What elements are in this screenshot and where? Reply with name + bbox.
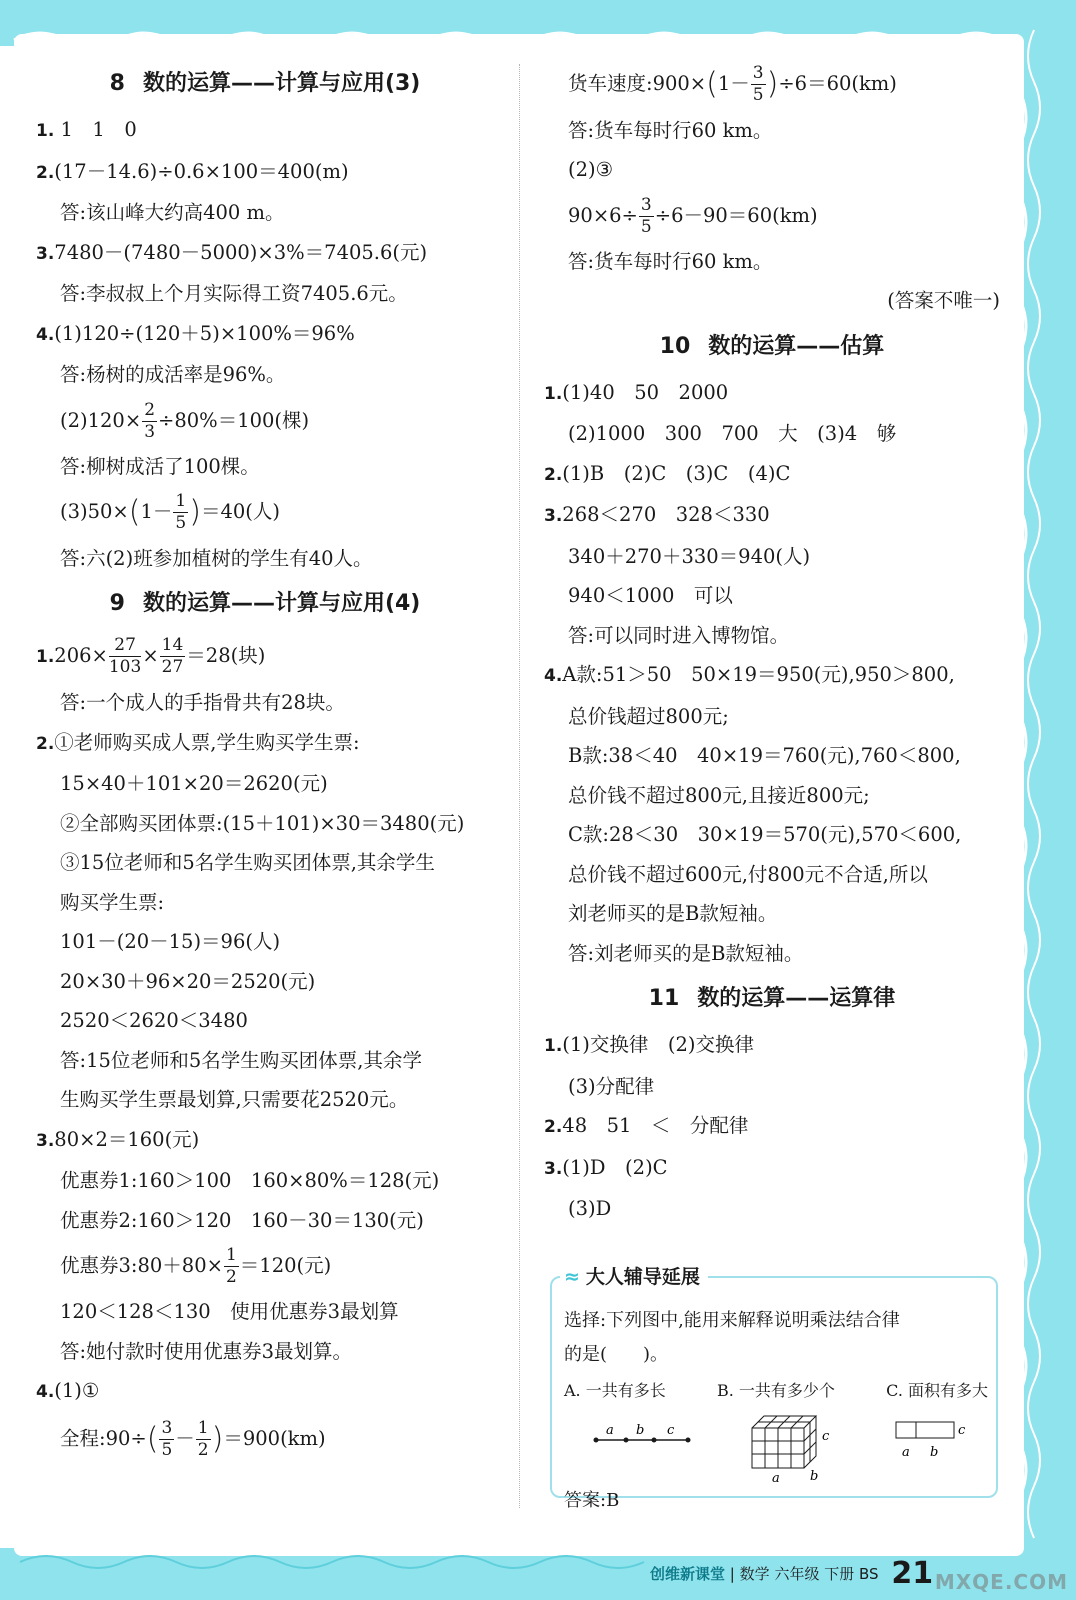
expr-part: － (175, 1426, 195, 1450)
expr-part: × (142, 644, 159, 667)
right-column (544, 58, 1000, 1229)
option-a: A. 一共有多长 (564, 1381, 666, 1400)
answer-line: 答:15位老师和5名学生购买团体票,其余学 (60, 1048, 422, 1072)
expr-part: ÷80%＝100(棵) (158, 408, 310, 432)
answer-line: 答:刘老师买的是B款短袖。 (568, 941, 804, 965)
answer-line (36, 314, 494, 356)
answer-line: 答:可以同时进入博物馆。 (568, 623, 790, 647)
label-a: a (772, 1471, 780, 1484)
answer-text: (1)120÷(120＋5)×100%＝96% (54, 321, 355, 345)
question-line: 的是( )。 (564, 1344, 669, 1365)
expr-part: ＝900(km) (223, 1426, 326, 1450)
question-number: 3. (544, 1158, 563, 1179)
answer-line: 340＋270＋330＝940(人) (568, 544, 811, 568)
fraction (639, 194, 654, 237)
answer-line: 答:柳树成活了100棵。 (60, 454, 260, 478)
expr-part: ＝28(块) (186, 644, 266, 667)
question-number: 1. (36, 647, 55, 667)
answer-line: 20×30＋96×20＝2520(元) (60, 969, 316, 993)
answer-line (544, 655, 1000, 697)
footer-separator: | (729, 1565, 735, 1583)
question-number: 4. (544, 666, 563, 686)
answer-line: 优惠券1:160＞100 160×80%＝128(元) (60, 1169, 440, 1192)
expr-part: 1－ (717, 72, 750, 95)
question-number: 4. (36, 324, 55, 345)
answer-line: (2)③ (568, 158, 614, 181)
question-line: 选择:下列图中,能用来解释说明乘法结合律 (564, 1310, 900, 1331)
answer-text: 48 51 ＜ 分配律 (562, 1114, 749, 1137)
numerator: 3 (161, 1417, 173, 1438)
label-a: a (606, 1423, 614, 1438)
paren-open: ( (706, 66, 718, 102)
answer-line: 答:她付款时使用优惠券3最划算。 (60, 1339, 352, 1363)
label-b: b (636, 1423, 645, 1438)
expr-part: ÷6＝60(km) (778, 72, 897, 95)
answer-line (544, 1025, 1000, 1067)
extension-title-text: 大人辅导延展 (585, 1266, 700, 1288)
numerator: 1 (225, 1245, 237, 1265)
numerator: 1 (175, 491, 187, 511)
question-number: 3. (36, 243, 55, 264)
footer-volume: 下册 (824, 1565, 855, 1583)
answer-line: 2520＜2620＜3480 (60, 1009, 248, 1032)
expr-part: 优惠券3:80＋80× (60, 1254, 223, 1277)
answer-text: 1 1 0 (60, 118, 137, 141)
label-b: b (930, 1445, 939, 1460)
fraction (109, 637, 141, 676)
denominator: 3 (144, 421, 156, 442)
label-b: b (810, 1469, 819, 1484)
section-number: 9 (109, 591, 125, 616)
numerator: 3 (640, 194, 652, 215)
question-number: 3. (544, 506, 563, 526)
answer-line (36, 110, 494, 152)
paren-close: ) (766, 66, 779, 102)
answer-line: B款:38＜40 40×19＝760(元),760＜800, (568, 744, 961, 767)
answer-line (36, 486, 494, 539)
footer-grade: 六年级 (774, 1565, 820, 1583)
answer-line (36, 395, 494, 447)
fraction (159, 1417, 174, 1460)
expr-part: (2)120× (60, 408, 142, 432)
denominator: 27 (161, 657, 184, 677)
answer-line: 15×40＋101×20＝2620(元) (60, 772, 328, 795)
label-a: a (902, 1445, 910, 1460)
answer-line: 答:该山峰大约高400 m。 (60, 201, 285, 224)
section-heading: 数的运算——计算与应用(4) (142, 591, 421, 616)
expr-part: (3)50× (60, 500, 129, 523)
answer-line: 总价钱不超过600元,付800元不合适,所以 (568, 862, 928, 886)
question-number: 1. (544, 1036, 563, 1056)
answer-line (544, 58, 1000, 111)
answer-line (36, 233, 494, 275)
fraction (224, 1247, 239, 1286)
answer-line: (3)分配律 (568, 1074, 655, 1098)
answer-line (36, 152, 494, 194)
answer-text: 80×2＝160(元) (54, 1127, 200, 1151)
footer-edition: BS (859, 1565, 879, 1583)
numerator: 27 (109, 637, 141, 657)
answer-line: 940＜1000 可以 (568, 584, 733, 607)
numerator: 14 (161, 635, 184, 655)
extension-title (560, 1262, 708, 1292)
paren-open: ( (146, 1421, 159, 1456)
answer-text: (17－14.6)÷0.6×100＝400(m) (54, 159, 349, 183)
question-number: 3. (36, 1130, 55, 1151)
brand-name: 创维新课堂 (650, 1565, 726, 1583)
answer-line: 优惠券2:160＞120 160－30＝130(元) (60, 1208, 424, 1232)
question-number: 2. (544, 464, 563, 485)
expr-part: ÷6－90＝60(km) (654, 203, 818, 227)
figure-b-cube (746, 1408, 836, 1484)
answer-text: (1)40 50 2000 (562, 380, 729, 404)
paren-close: ) (189, 494, 201, 530)
answer-line: 生购买学生票最划算,只需要花2520元。 (60, 1088, 409, 1111)
label-c: c (822, 1429, 830, 1444)
answer-line: 总价钱超过800元; (568, 704, 729, 728)
figure-c-rectangles (892, 1414, 982, 1464)
fraction (196, 1417, 211, 1460)
figure-a-segments (592, 1418, 692, 1458)
denominator: 5 (161, 1439, 173, 1460)
answer-line: (2)1000 300 700 大 (3)4 够 (568, 422, 897, 445)
paren-close: ) (211, 1421, 224, 1456)
answer-line: 答:李叔叔上个月实际得工资7405.6元。 (60, 282, 408, 305)
section-heading: 数的运算——运算律 (697, 986, 896, 1011)
question-number: 1. (36, 121, 55, 141)
section-number: 10 (659, 333, 691, 359)
answer-line (36, 1240, 494, 1292)
section-heading: 数的运算——估算 (708, 333, 885, 359)
answer-line (36, 1413, 494, 1466)
section-number: 11 (648, 986, 680, 1011)
numerator: 2 (144, 399, 156, 420)
denominator: 5 (640, 216, 652, 237)
answer-line (544, 1148, 1000, 1190)
answer-line (36, 1120, 494, 1162)
expr-part: 1－ (140, 500, 173, 523)
watermark: MXQE.COM (934, 1570, 1068, 1594)
answer-line (36, 630, 494, 683)
answer-line: ②全部购买团体票:(15＋101)×30＝3480(元) (60, 811, 465, 835)
answer-text: (1)交换律 (2)交换律 (562, 1033, 755, 1056)
answer-line (544, 1106, 1000, 1148)
fraction (173, 493, 188, 532)
question-number: 4. (36, 1382, 55, 1402)
answer-line (544, 495, 1000, 537)
extension-box (550, 1266, 998, 1511)
answer-line: 答:杨树的成活率是96%。 (60, 363, 286, 386)
answer-line: 101－(20－15)＝96(人) (60, 930, 281, 953)
expr-part: ＝120(元) (239, 1254, 332, 1277)
answer-text: ①老师购买成人票,学生购买学生票: (54, 730, 360, 754)
denominator: 2 (225, 1267, 237, 1287)
answer-line: 120＜128＜130 使用优惠券3最划算 (60, 1300, 399, 1323)
answer-line: C款:28＜30 30×19＝570(元),570＜600, (568, 823, 962, 846)
question-number: 2. (544, 1117, 563, 1137)
expr-part: 货车速度:900× (568, 72, 707, 95)
expr-part: ＝40(人) (200, 500, 280, 523)
answer-note: (答案不唯一) (887, 289, 1000, 312)
answer-line: 刘老师买的是B款短袖。 (568, 902, 778, 925)
fraction (751, 65, 766, 104)
answer-text: (1)① (54, 1379, 100, 1402)
denominator: 5 (175, 513, 187, 533)
section-number: 8 (109, 71, 125, 96)
numerator: 3 (752, 63, 764, 83)
wave-lines-icon: ≈ (564, 1266, 580, 1288)
denominator: 5 (752, 85, 764, 105)
option-c: C. 面积有多大 (886, 1381, 988, 1400)
expr-part: 206× (54, 644, 108, 667)
paren-open: ( (128, 494, 141, 530)
answer-line (544, 190, 1000, 242)
answer-line: 答:六(2)班参加植树的学生有40人。 (60, 546, 373, 570)
section-8-title (36, 60, 494, 108)
expr-part: 90×6÷ (568, 203, 638, 227)
section-heading: 数的运算——计算与应用(3) (142, 71, 421, 96)
label-c: c (958, 1423, 966, 1438)
option-figures (564, 1408, 988, 1484)
fraction (142, 399, 157, 442)
denominator: 103 (108, 657, 142, 677)
answer-text: A款:51＞50 50×19＝950(元),950＞800, (562, 663, 955, 686)
answer-line (36, 723, 494, 765)
answer-text: (1)B (2)C (3)C (4)C (562, 461, 791, 485)
answer-line: 购买学生票: (60, 890, 165, 914)
answer-line: (3)D (568, 1197, 612, 1220)
option-row (564, 1374, 988, 1408)
answer-line: 答:一个成人的手指骨共有28块。 (60, 691, 345, 714)
answer-line (544, 373, 1000, 415)
section-10-title (544, 323, 1000, 371)
question-number: 2. (36, 162, 55, 183)
answer-line (544, 454, 1000, 496)
extension-body (564, 1304, 988, 1518)
left-column (36, 58, 494, 1465)
denominator: 2 (197, 1439, 209, 1460)
answer-line: ③15位老师和5名学生购买团体票,其余学生 (60, 851, 435, 874)
answer-line: 答:货车每时行60 km。 (568, 118, 773, 142)
page-number: 21 (891, 1556, 934, 1591)
answer-text: 268＜270 328＜330 (562, 503, 770, 526)
answer-text: 7480－(7480－5000)×3%＝7405.6(元) (54, 240, 428, 264)
answer-line (36, 1371, 494, 1413)
numerator: 1 (197, 1417, 209, 1438)
column-divider (519, 64, 520, 1508)
footer-subject: 数学 (739, 1565, 770, 1583)
option-b: B. 一共有多少个 (716, 1381, 835, 1400)
label-c: c (667, 1423, 675, 1438)
question-number: 2. (36, 733, 55, 754)
answer-line: 总价钱不超过800元,且接近800元; (568, 783, 870, 807)
page-footer (650, 1556, 933, 1592)
answer-text: (1)D (2)C (562, 1155, 668, 1179)
section-11-title (544, 975, 1000, 1023)
question-number: 1. (544, 383, 563, 404)
expr-part: 全程:90÷ (60, 1426, 147, 1450)
fraction (160, 637, 186, 676)
section-9-title (36, 580, 494, 628)
answer-line: 答:货车每时行60 km。 (568, 249, 773, 273)
extension-answer: 答案:B (564, 1490, 620, 1511)
